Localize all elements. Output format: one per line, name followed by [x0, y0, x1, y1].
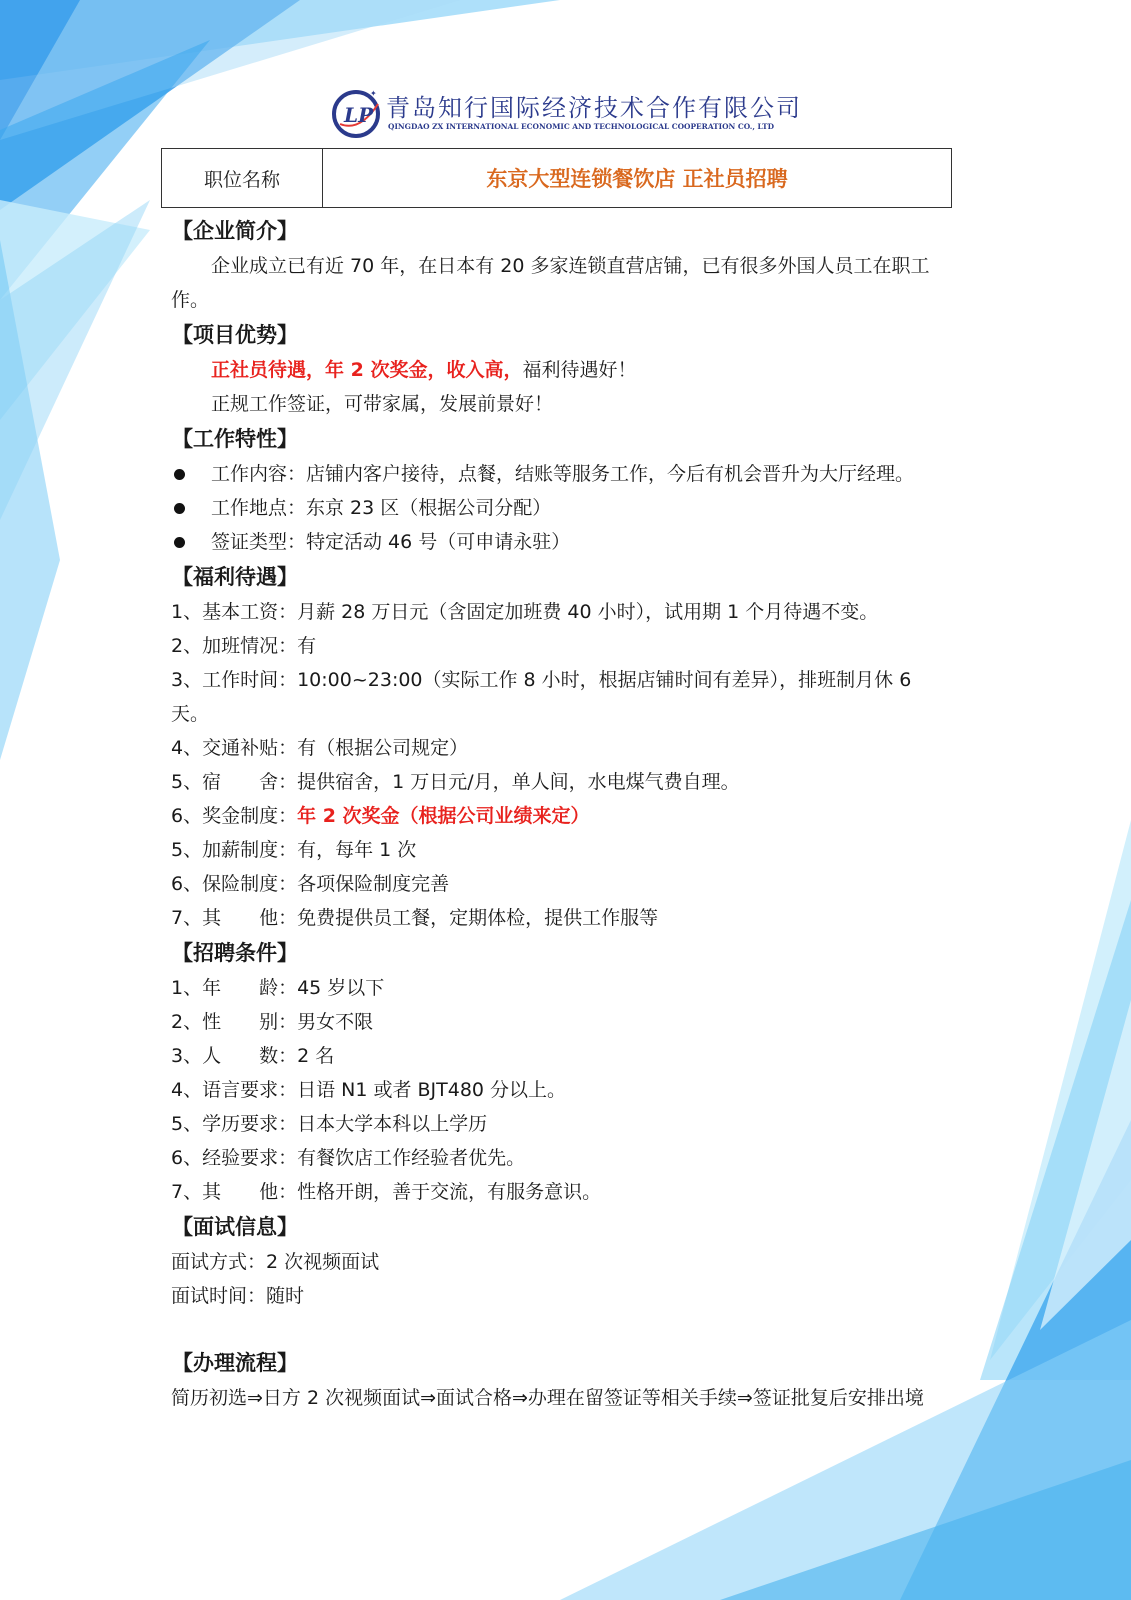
requirement-item: 5、学历要求：日本大学本科以上学历 — [171, 1113, 488, 1135]
section-title-advantages: 【项目优势】 — [172, 323, 298, 347]
intro-text: 企业成立已有近 70 年，在日本有 20 多家连锁直营店铺，已有很多外国人员工在职工作。 — [171, 255, 930, 311]
company-name-cn: 青岛知行国际经济技术合作有限公司 — [386, 94, 802, 122]
benefit-item: 3、工作时间：10:00~23:00（实际工作 8 小时，根据店铺时间有差异），排班制月休 6 — [171, 669, 912, 691]
job-posting-content — [171, 213, 961, 1415]
feature-text: 签证类型：特定活动 46 号（可申请永驻） — [211, 531, 571, 553]
feature-text: 工作地点：东京 23 区（根据公司分配） — [211, 497, 552, 519]
benefit-item: 6、保险制度：各项保险制度完善 — [171, 873, 450, 895]
feature-item — [171, 491, 961, 525]
benefit-item: 1、基本工资：月薪 28 万日元（含固定加班费 40 小时），试用期 1 个月待遇不变。 — [171, 601, 879, 623]
process-flow: 简历初选⇒日方 2 次视频面试⇒面试合格⇒办理在留签证等相关手续⇒签证批复后安排出境 — [171, 1387, 924, 1409]
benefit-item-continued: 天。 — [171, 703, 210, 725]
feature-text: 工作内容：店铺内客户接待，点餐，结账等服务工作，今后有机会晋升为大厅经理。 — [211, 463, 915, 485]
requirement-item: 4、语言要求：日语 N1 或者 BJT480 分以上。 — [171, 1079, 567, 1101]
feature-item — [171, 457, 961, 491]
bullet-icon — [174, 503, 185, 514]
bonus-highlight: 年 2 次奖金（根据公司业绩来定） — [297, 805, 590, 827]
advantage-line-1-rest: 福利待遇好！ — [522, 359, 637, 381]
requirement-item: 1、年 龄：45 岁以下 — [171, 977, 385, 999]
advantage-line-2: 正规工作签证，可带家属，发展前景好！ — [211, 393, 554, 415]
benefit-item: 4、交通补贴：有（根据公司规定） — [171, 737, 469, 759]
company-name-en: QINGDAO ZX INTERNATIONAL ECONOMIC AND TECHNOLOGICAL COOPERATION CO., LTD — [388, 122, 774, 131]
logo-letters: LP — [344, 103, 374, 127]
benefit-item: 2、加班情况：有 — [171, 635, 317, 657]
section-title-requirements: 【招聘条件】 — [172, 941, 298, 965]
position-label: 职位名称 — [162, 149, 323, 207]
interview-item: 面试方式：2 次视频面试 — [171, 1251, 380, 1273]
requirement-item: 7、其 他：性格开朗，善于交流，有服务意识。 — [171, 1181, 602, 1203]
position-title: 东京大型连锁餐饮店 正社员招聘 — [486, 167, 788, 191]
interview-item: 面试时间：随时 — [171, 1285, 305, 1307]
benefit-item: 7、其 他：免费提供员工餐，定期体检，提供工作服等 — [171, 907, 659, 929]
advantage-line-1 — [171, 353, 961, 387]
requirement-item: 6、经验要求：有餐饮店工作经验者优先。 — [171, 1147, 526, 1169]
bullet-icon — [174, 469, 185, 480]
requirement-item: 2、性 别：男女不限 — [171, 1011, 374, 1033]
section-title-process: 【办理流程】 — [172, 1351, 298, 1375]
advantage-highlight: 正社员待遇，年 2 次奖金，收入高， — [211, 359, 523, 381]
benefit-item-bonus — [171, 799, 961, 833]
company-logo — [330, 84, 800, 140]
bonus-label: 6、奖金制度： — [171, 805, 298, 827]
section-title-features: 【工作特性】 — [172, 427, 298, 451]
section-title-intro: 【企业简介】 — [172, 219, 298, 243]
svg-text:✦: ✦ — [370, 89, 377, 98]
requirement-item: 3、人 数：2 名 — [171, 1045, 335, 1067]
benefit-item: 5、加薪制度：有，每年 1 次 — [171, 839, 417, 861]
logo-emblem-icon — [330, 84, 386, 140]
section-title-benefits: 【福利待遇】 — [172, 565, 298, 589]
benefit-item: 5、宿 舍：提供宿舍，1 万日元/月，单人间，水电煤气费自理。 — [171, 771, 740, 793]
section-title-interview: 【面试信息】 — [172, 1215, 298, 1239]
position-title-table — [161, 148, 952, 208]
feature-item — [171, 525, 961, 559]
bullet-icon — [174, 537, 185, 548]
